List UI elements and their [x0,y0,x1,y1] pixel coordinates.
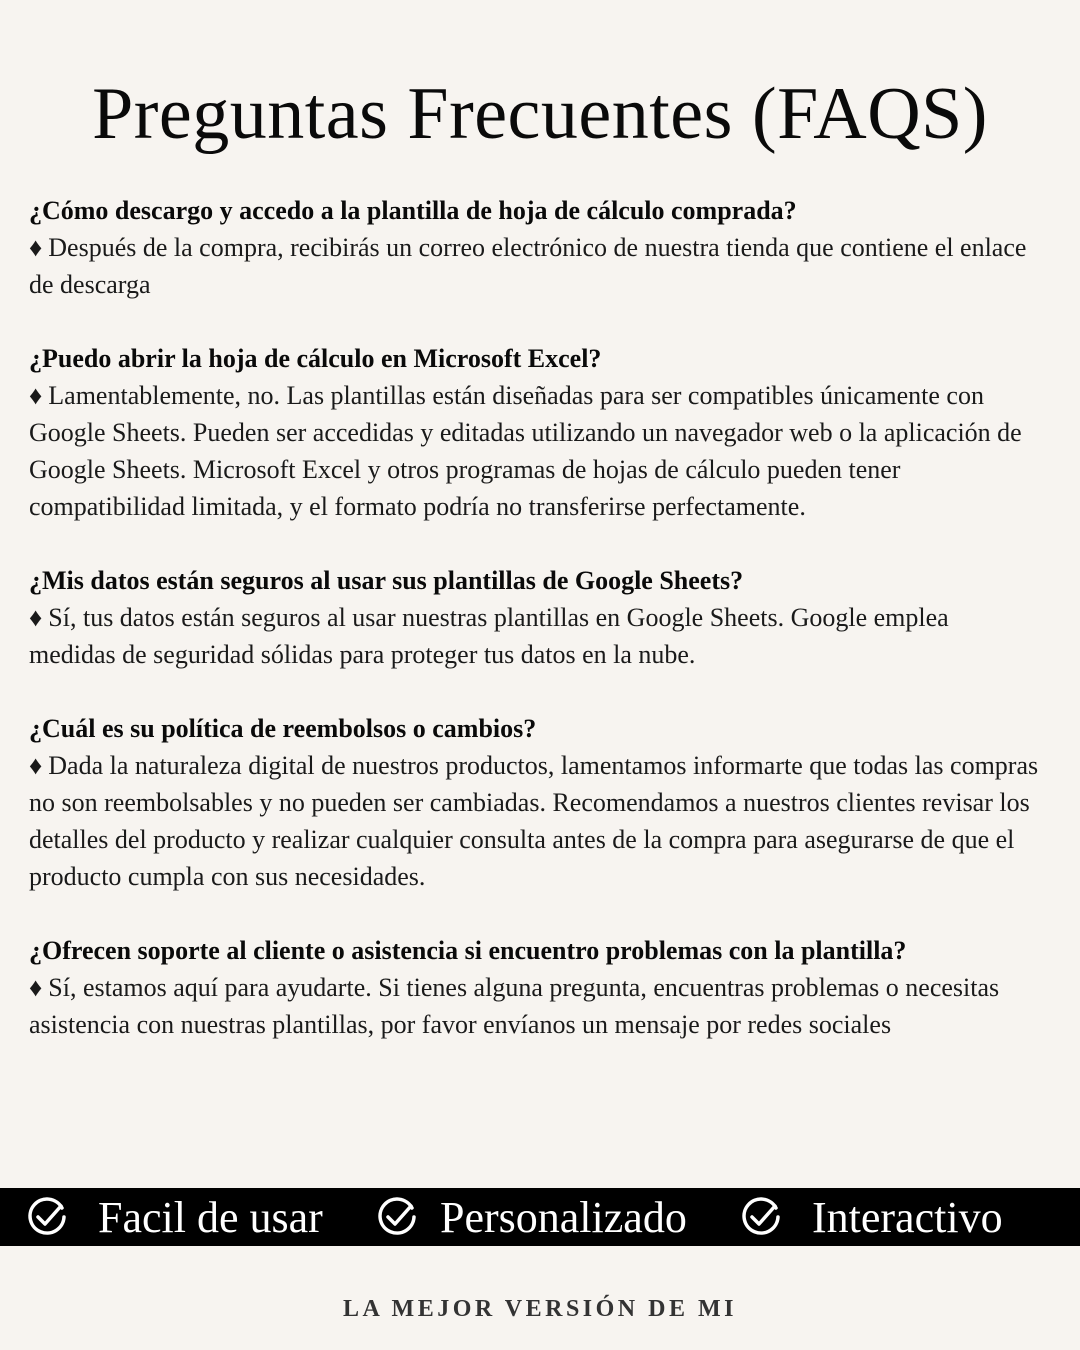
diamond-bullet-icon: ♦ [29,603,43,632]
faq-answer [29,377,1039,525]
faq-answer-text: Después de la compra, recibirás un correo electrónico de nuestra tienda que contiene el enlace de descarga [29,233,1027,299]
faq-item [29,340,1039,525]
check-circle-icon [26,1196,68,1238]
feature-personalized [376,1188,687,1246]
faq-answer-text: Sí, tus datos están seguros al usar nuestras plantillas en Google Sheets. Google emplea medidas de seguridad sólidas para proteger tus datos en la nube. [29,603,949,669]
features-band [0,1188,1080,1246]
faq-answer [29,599,1039,673]
check-circle-icon [376,1196,418,1238]
faq-list [29,192,1039,1080]
feature-label: Interactivo [812,1192,1003,1242]
feature-easy [26,1188,323,1246]
faq-item [29,710,1039,895]
faq-answer [29,969,1039,1043]
faq-question: ¿Puedo abrir la hoja de cálculo en Microsoft Excel? [29,344,602,373]
faq-answer-text: Lamentablemente, no. Las plantillas están diseñadas para ser compatibles únicamente con Google Sheets. Pueden ser accedidas y editadas utilizando un navegador web o la aplicación de Google Sheets. Microsoft Excel y otros programas de hojas de cálculo pueden tener compatibilidad limitada, y el formato podría no transferirse perfectamente. [29,381,1022,521]
faq-answer-text: Dada la naturaleza digital de nuestros productos, lamentamos informarte que todas las compras no son reembolsables y no pueden ser cambiadas. Recomendamos a nuestros clientes revisar los detalles del producto y realizar cualquier consulta antes de la compra para asegurarse de que el producto cumpla con sus necesidades. [29,751,1039,891]
faq-item [29,562,1039,673]
faq-answer [29,229,1039,303]
feature-interactive [740,1188,1003,1246]
faq-answer [29,747,1039,895]
brand-footer: LA MEJOR VERSIÓN DE MI [343,1296,737,1322]
diamond-bullet-icon: ♦ [29,973,43,1002]
faq-question: ¿Mis datos están seguros al usar sus plantillas de Google Sheets? [29,566,744,595]
diamond-bullet-icon: ♦ [29,233,43,262]
faq-item [29,192,1039,303]
feature-label: Facil de usar [98,1192,323,1242]
page-title: Preguntas Frecuentes (FAQS) [92,73,988,155]
diamond-bullet-icon: ♦ [29,381,43,410]
faq-question: ¿Cuál es su política de reembolsos o cambios? [29,714,537,743]
faq-answer-text: Sí, estamos aquí para ayudarte. Si tienes alguna pregunta, encuentras problemas o necesitas asistencia con nuestras plantillas, por favor envíanos un mensaje por redes sociales [29,973,1000,1039]
faq-item [29,932,1039,1043]
faq-question: ¿Cómo descargo y accedo a la plantilla de hoja de cálculo comprada? [29,196,797,225]
check-circle-icon [740,1196,782,1238]
faq-question: ¿Ofrecen soporte al cliente o asistencia si encuentro problemas con la plantilla? [29,936,907,965]
diamond-bullet-icon: ♦ [29,751,43,780]
feature-label: Personalizado [440,1192,687,1242]
